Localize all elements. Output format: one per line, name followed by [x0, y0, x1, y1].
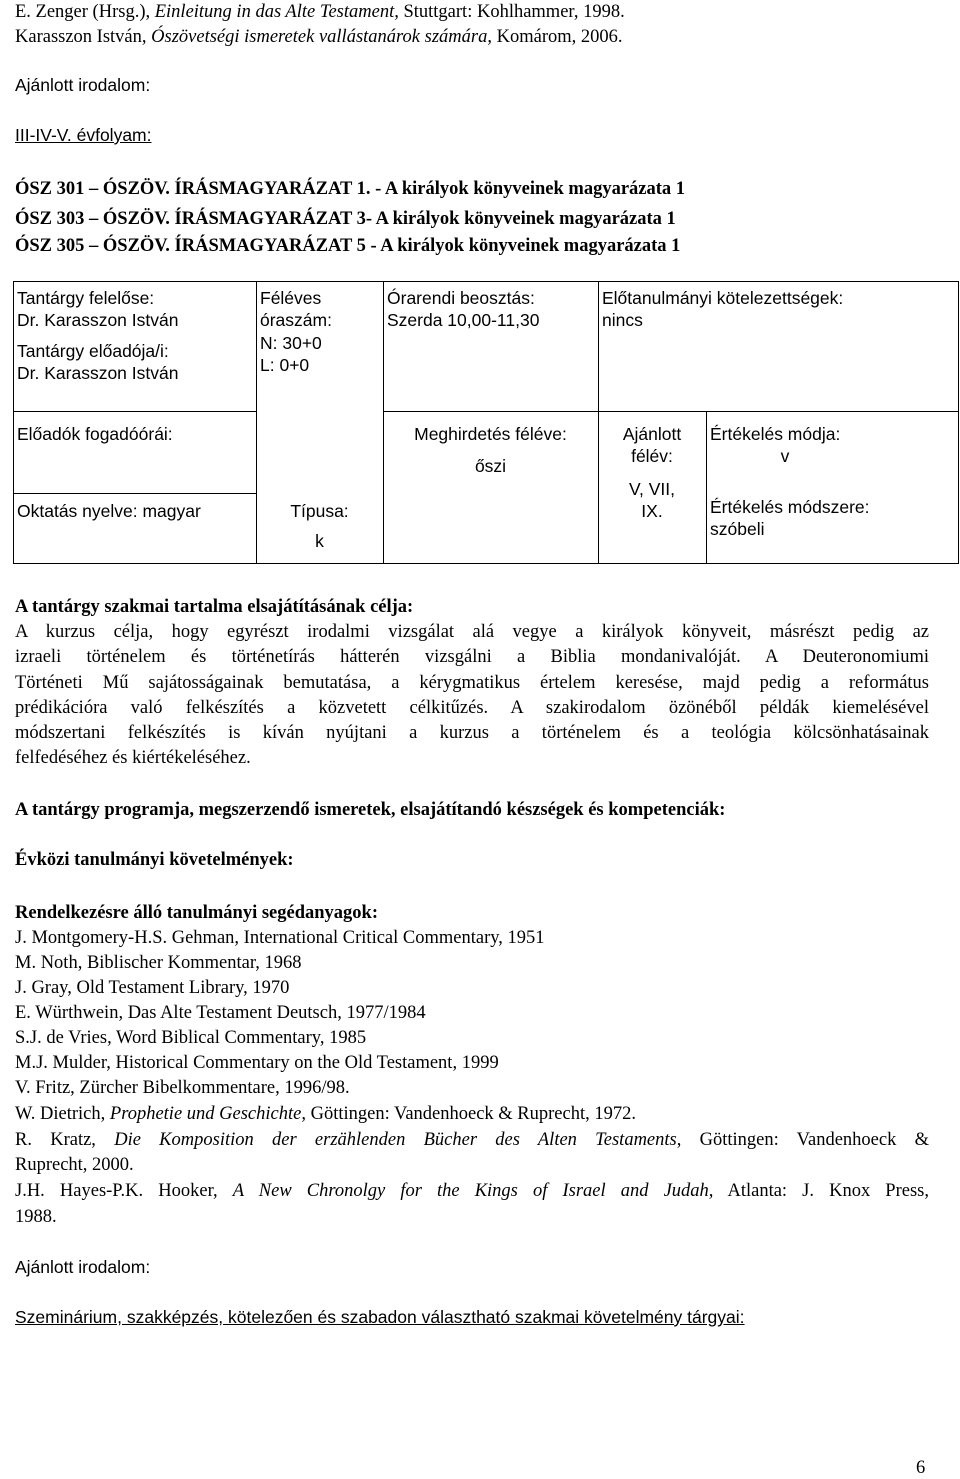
office-hours-label: Előadók fogadóórái: — [17, 424, 173, 444]
recommended-semester-cell — [598, 417, 706, 529]
aim-line: felfedéséhez és kiértékeléséhez. — [15, 748, 251, 769]
reference-author: J.H. Hayes-P.K. Hooker, — [15, 1181, 233, 1201]
office-hours-cell — [13, 417, 256, 451]
recommended-semester-value: V, VII, — [628, 478, 676, 499]
aim-line: A kurzus célja, hogy egyrészt irodalmi vizsgálat alá vegye a királyok könyveit, másrészt pedig az — [15, 622, 929, 642]
type-label: Típusa: — [290, 501, 349, 521]
bibliography-item — [15, 1131, 929, 1150]
reference-title: Ószövetségi ismeretek vallástanárok számára — [151, 27, 488, 47]
hours-label-2: óraszám: — [260, 310, 332, 331]
assessment-method-value: szóbeli — [710, 519, 765, 540]
year-label: III-IV-V. évfolyam: — [15, 125, 152, 145]
reference-author: R. Kratz, — [15, 1130, 115, 1150]
reference-publisher: Atlanta: J. Knox Press, — [713, 1181, 929, 1201]
reference-title: Die Komposition der erzählenden Bücher des Alten Testaments — [114, 1130, 677, 1150]
type-value: k — [315, 531, 324, 552]
schedule-label: Órarendi beosztás: — [387, 288, 535, 308]
bibliography-item: M.J. Mulder, Historical Commentary on the Old Testament, 1999 — [15, 1053, 499, 1073]
reference-karasszon — [15, 28, 623, 47]
program-heading: A tantárgy programja, megszerzendő ismeretek, elsajátítandó készségek és kompetenciák: — [15, 800, 726, 820]
semester-value: őszi — [474, 456, 507, 477]
bibliography-item — [15, 1105, 636, 1124]
hours-cell — [256, 281, 383, 383]
bibliography-item — [15, 1182, 929, 1201]
language-cell — [13, 494, 256, 528]
reference-title: Einleitung in das Alte Testament, — [154, 2, 399, 22]
lecturer-name: Dr. Karasszon István — [17, 363, 179, 384]
recommended-semester-label-2: félév: — [631, 446, 673, 467]
bibliography-item: S.J. de Vries, Word Biblical Commentary, 1985 — [15, 1028, 367, 1048]
recommended-semester-value-2: IX. — [641, 501, 663, 522]
seminar-heading: Szeminárium, szakképzés, kötelezően és szabadon választható szakmai követelmény tárgyai: — [15, 1307, 745, 1327]
assessment-method-label: Értékelés módszere: — [710, 496, 870, 517]
reference-publisher: , Komárom, 2006. — [487, 27, 623, 47]
reference-zenger — [15, 3, 625, 22]
hours-label: Féléves — [260, 288, 322, 308]
requirements-heading: Évközi tanulmányi követelmények: — [15, 850, 294, 870]
aim-line: prédikációra való felkészítés a közvetett célkitűzés. A szakirodalom özönéből példák kiemelésével — [15, 697, 929, 718]
prerequisites-cell — [598, 281, 958, 338]
hours-n: N: 30+0 — [260, 332, 322, 353]
reference-author: W. Dietrich, — [15, 1104, 110, 1124]
recommended-semester-label: Ajánlott — [622, 424, 682, 444]
reference-publisher: Stuttgart: Kohlhammer, 1998. — [398, 2, 625, 22]
page-number: 6 — [916, 1458, 926, 1478]
bibliography-item: E. Würthwein, Das Alte Testament Deutsch, 1977/1984 — [15, 1003, 426, 1023]
reference-publisher: , Göttingen: Vandenhoeck & — [676, 1130, 929, 1150]
recommended-literature-heading: Ajánlott irodalom: — [15, 75, 151, 95]
reference-title: Prophetie und Geschichte, — [109, 1104, 306, 1124]
course-title-305: ÓSZ 305 – ÓSZÖV. ÍRÁSMAGYARÁZAT 5 - A királyok könyveinek magyarázata 1 — [15, 236, 681, 256]
bibliography-item-continued: Ruprecht, 2000. — [15, 1155, 134, 1175]
reference-publisher: Göttingen: Vandenhoeck & Ruprecht, 1972. — [305, 1104, 636, 1124]
aim-paragraph — [15, 620, 929, 772]
aim-heading: A tantárgy szakmai tartalma elsajátításának célja: — [15, 597, 414, 617]
course-title-303: ÓSZ 303 – ÓSZÖV. ÍRÁSMAGYARÁZAT 3- A királyok könyveinek magyarázata 1 — [15, 209, 676, 229]
aim-line: módszertani felkészítés is kíván nyújtani a kurzus a történelem és a teológia kölcsönhatásainak — [15, 723, 929, 744]
prerequisites-label: Előtanulmányi kötelezettségek: — [602, 288, 844, 308]
responsible-label: Tantárgy felelőse: — [17, 288, 155, 308]
schedule-cell — [383, 281, 598, 338]
aim-line: Történeti Mű sajátosságainak bemutatása, a kérygmatikus értelem keresése, majd pedig a református — [15, 672, 929, 693]
aim-line: izraeli történelem és történetírás hátterén vizsgálni a Biblia mondanivalóját. A Deuteronomiumi — [15, 647, 929, 668]
hours-l: L: 0+0 — [260, 355, 310, 376]
materials-heading: Rendelkezésre álló tanulmányi segédanyagok: — [15, 903, 378, 923]
responsible-cell — [13, 281, 256, 391]
reference-title: A New Chronolgy for the Kings of Israel and Judah, — [232, 1181, 714, 1201]
assessment-type-value: v — [780, 446, 790, 467]
bibliography-item: J. Gray, Old Testament Library, 1970 — [15, 978, 290, 998]
bibliography-item-continued: 1988. — [15, 1207, 57, 1227]
responsible-name: Dr. Karasszon István — [17, 310, 179, 331]
assessment-type-label: Értékelés módja: — [710, 424, 841, 444]
assessment-cell — [706, 417, 958, 547]
course-title-301: ÓSZ 301 – ÓSZÖV. ÍRÁSMAGYARÁZAT 1. - A királyok könyveinek magyarázata 1 — [15, 179, 686, 199]
prerequisites-value: nincs — [602, 310, 643, 331]
semester-label: Meghirdetés féléve: — [414, 424, 567, 444]
bibliography-item: V. Fritz, Zürcher Bibelkommentare, 1996/98. — [15, 1078, 350, 1098]
recommended-literature-heading-2: Ajánlott irodalom: — [15, 1257, 151, 1277]
bibliography-item: J. Montgomery-H.S. Gehman, International Critical Commentary, 1951 — [15, 928, 545, 948]
bibliography-item: M. Noth, Biblischer Kommentar, 1968 — [15, 953, 302, 973]
semester-cell — [383, 417, 598, 484]
lecturer-label: Tantárgy előadója/i: — [17, 340, 169, 361]
course-info-table — [13, 281, 959, 564]
schedule-value: Szerda 10,00-11,30 — [387, 310, 540, 331]
reference-author: E. Zenger (Hrsg.), — [15, 2, 155, 22]
reference-author: Karasszon István, — [15, 27, 152, 47]
language-label: Oktatás nyelve: magyar — [17, 501, 201, 521]
type-cell — [256, 494, 383, 559]
